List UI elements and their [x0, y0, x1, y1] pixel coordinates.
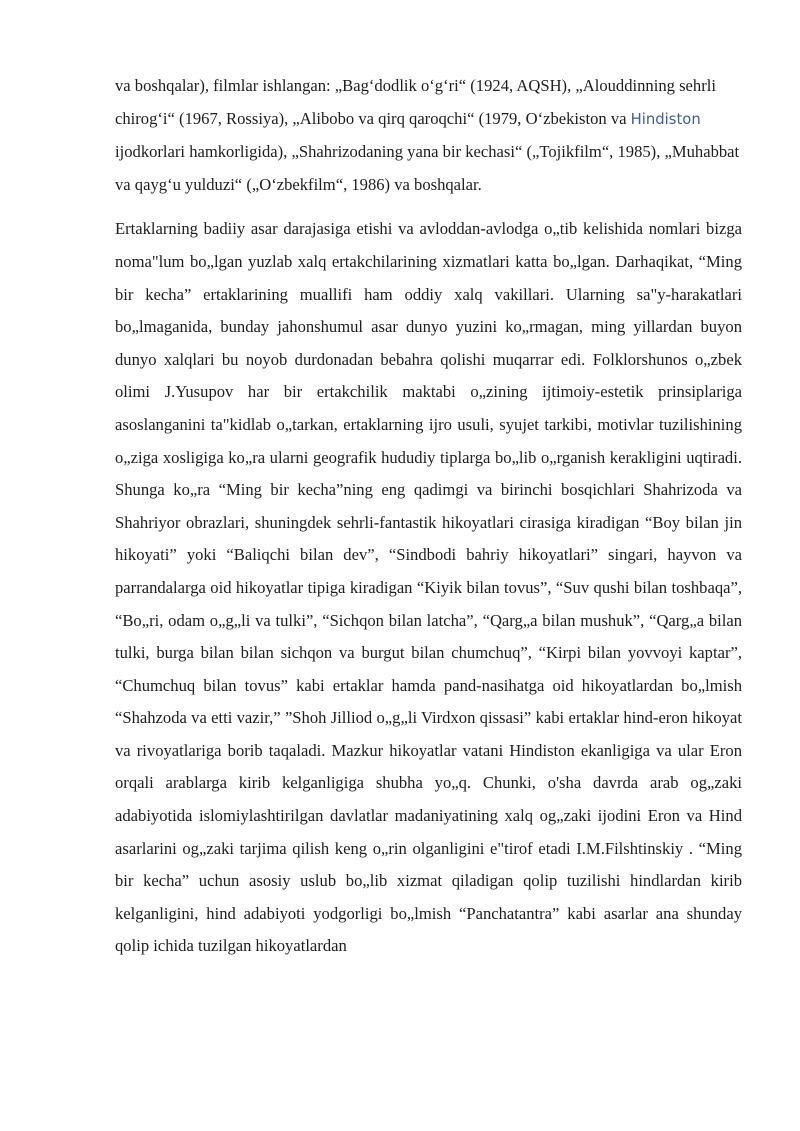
paragraph-films-text-start: va boshqalar), filmlar ishlangan: „Bag‘dodlik o‘g‘ri“ (1924, AQSH), „Alouddinning sehrli chirog‘i“ (1967, Rossiya), „Alibobo va qirq qaroqchi“ (1979, O‘zbekiston va	[115, 76, 716, 128]
paragraph-storytellers: Ertaklarning badiiy asar darajasiga etishi va avloddan-avlodga o„tib kelishida nomlari bizga noma"lum bo„lgan yuzlab xalq ertakchilarining xizmatlari katta bo„lgan. Darhaqikat, “Ming bir kecha” ertaklarining muallifi ham oddiy xalq vakillari. Ularning sa"y-harakatlari bo„lmaganida, bunday jahonshumul asar dunyo yuzini ko„rmagan, ming yillardan buyon dunyo xalqlari bu noyob durdonadan bebahra qolishi muqarrar edi. Folklorshunos o„zbek olimi J.Yusupov har bir ertakchilik maktabi o„zining ijtimoiy-estetik prinsiplariga asoslanganini ta"kidlab o„tarkan, ertaklarning ijro usuli, syujet tarkibi, motivlar tuzilishining o„ziga xosligiga ko„ra ularni geografik hududiy tiplarga bo„lib o„rganish kerakligini uqtiradi. Shunga ko„ra “Ming bir kecha”ning eng qadimgi va birinchi bosqichlari Shahrizoda va Shahriyor obrazlari, shuningdek sehrli-fantastik hikoyatlari cirasiga kiradigan “Boy bilan jin hikoyati” yoki “Baliqchi bilan dev”, “Sindbodi bahriy hikoyatlari” singari, hayvon va parrandalarga oid hikoyatlar tipiga kiradigan “Kiyik bilan tovus”, “Suv qushi bilan toshbaqa”, “Bo„ri, odam o„g„li va tulki”, “Sichqon bilan latcha”, “Qarg„a bilan mushuk”, “Qarg„a bilan tulki, burga bilan bilan sichqon va burgut bilan chumchuq”, “Kirpi bilan yovvoyi kaptar”, “Chumchuq bilan tovus” kabi ertaklar hamda pand-nasihatga oid hikoyatlardan bo„lmish “Shahzoda va etti vazir,” ”Shoh Jilliod o„g„li Virdxon qissasi” kabi ertaklar hind-eron hikoyat va rivoyatlariga borib taqaladi. Mazkur hikoyatlar vatani Hindiston ekanligiga va ular Eron orqali arablarga kirib kelganligiga shubha yo„q. Chunki, o'sha davrda arab og„zaki adabiyotida islomiylashtirilgan davlatlar madaniyatining xalq og„zaki ijodini Eron va Hind asarlarini og„zaki tarjima qilish keng o„rin olganligini e"tirof etadi I.M.Filshtinskiy . “Ming bir kecha” uchun asosiy uslub bo„lib xizmat qiladigan qolip tuzilishi hindlardan kirib kelganligini, hind adabiyoti yodgorligi bo„lmish “Panchatantra” kabi asarlar ana shunday qolip ichida tuzilgan hikoyatlardan	[115, 219, 742, 956]
paragraph-films-text-end: ijodkorlari hamkorligida), „Shahrizodaning yana bir kechasi“ („Tojikfilm“, 1985), „Muhabbat va qayg‘u yulduzi“ („O‘zbekfilm“, 1986) va boshqalar.	[115, 142, 740, 194]
hindiston-link[interactable]: Hindiston	[630, 110, 701, 128]
paragraph-films	[115, 70, 742, 201]
document-page	[115, 70, 742, 963]
